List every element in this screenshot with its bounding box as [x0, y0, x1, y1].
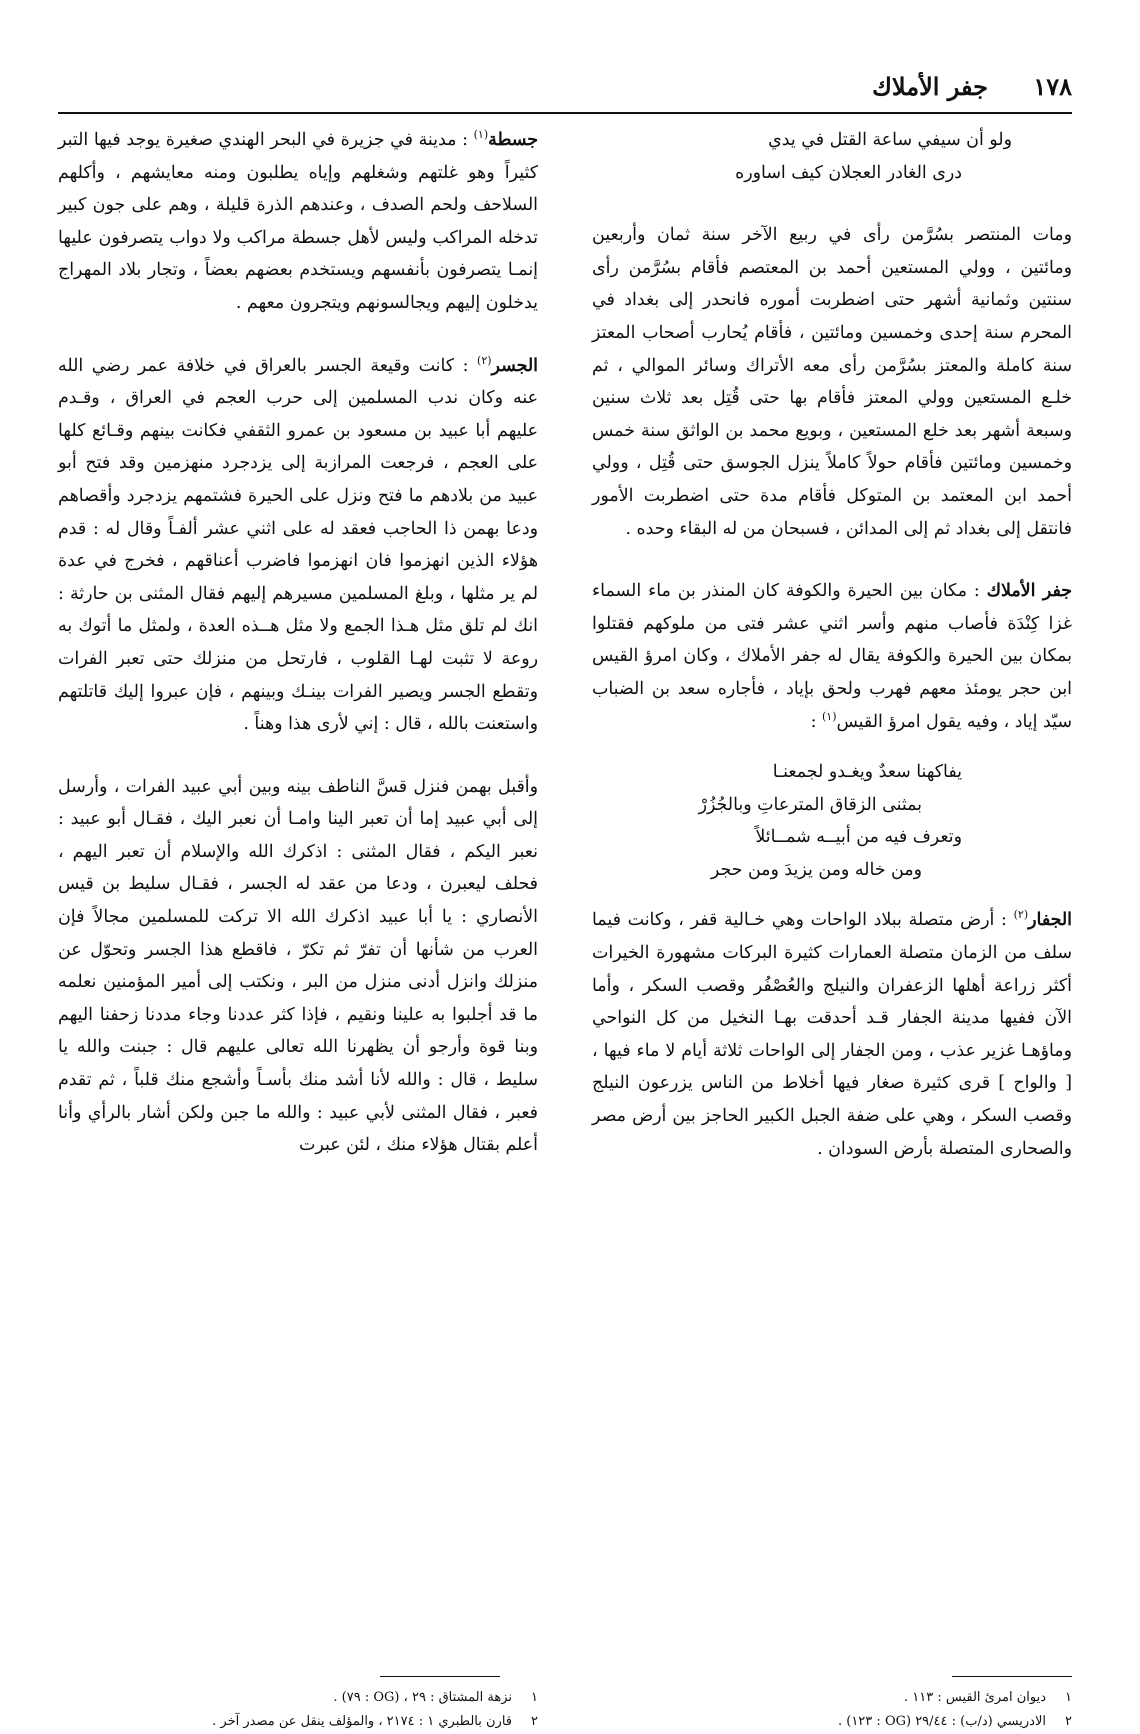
page-header — [58, 72, 1072, 106]
entry-headword: جسطة — [488, 130, 538, 150]
footnote-text: الادريسي (د/ب) : ٢٩/٤٤ (OG : ١٢٣) . — [837, 1714, 1046, 1729]
paragraph: ومات المنتصر بسُرَّمن رأى في ربيع الآخر سنة ثمان وأربعين ومائتين ، وولي المستعين أحمد بن المعتصم فأقام بسُرَّمن رأى سنتين وثمانية أشهر حتى اضطربت أموره فانحدر إلى بغداد في المحرم سنة إحدى وخمسين ومائتين ، فأقام يُحارب أصحاب المعتز سنة كاملة والمعتز بسُرَّمن رأى معه الأتراك وسائر الموالي ، ثم خلـع المستعين وولي المعتز فأقام بها حتى قُتِل بعد ثلاث سنين وسبعة أشهر بعد خلع المستعين ، وبويع محمد بن الواثق سنة خمس وخمسين ومائتين فأقام حولاً كاملاً ينزل الجوسق حتى قُتِل ، وولي أحمد ابن المعتمد بن المتوكل فأقام مدة حتى اضطربت الأمور فانتقل إلى بغداد ثم إلى المدائن ، فسبحان من له البقاء وحده . — [592, 225, 1072, 539]
entry-text: : كانت وقيعة الجسر بالعراق في خلافة عمر رضي الله عنه وكان ندب المسلمين إلى حرب العجم في العراق ، وقـدم عليهم أبا عبيد بن مسعود بن عمرو الثقفي فكانت بينهم وقـائع كلها على العجم ، فرجعت المرازبة إلى يزدجرد منهزمين وقد فتح أبو عبيد من بلادهم ما فتح ونزل على الحيرة فشتمهم يزدجرد وأقصاهم ودعا بهمن ذا الحاجب فعقد له على اثني عشر ألفـاً وقال له : قدم هؤلاء الذين انهزموا فان انهزموا فاضرب أعناقهم ، فخرج في عدة لم ير مثلها ، وبلغ المسلمين مسيرهم إليهم فقال المثنى بن حارثة : انك لم تلق مثل هـذا الجمع ولا مثل هــذه العدة ، ولمثل ما أتوك به روعة لا تثبت لهـا القلوب ، فارتحل من منزلك حتى تعبر الفرات وتقطع الجسر ويصير الفرات بينـك وبينهم ، فإن عبروا إليك قاتلتهم واستعنت بالله ، قال : إني لأرى هذا وهناً . — [58, 355, 538, 735]
poem-line: ومن خاله ومن يزيدَ ومن حجر — [710, 859, 922, 880]
poem-line: وتعرف فيه من أبيــه شمــائلاً — [755, 827, 962, 848]
left-column — [58, 124, 538, 1162]
verse-line: درى الغادر العجلان كيف اساوره — [735, 162, 962, 183]
footnote-number: ٢ — [1065, 1714, 1072, 1729]
footnote-ref: (٢) — [477, 353, 492, 367]
verse-line: ولو أن سيفي ساعة القتل في يدي — [768, 130, 1012, 150]
header-rule — [58, 112, 1072, 114]
running-title: جفر الأملاك — [872, 72, 988, 101]
entry-headword: جفر الأملاك — [986, 581, 1072, 602]
footnote — [58, 1710, 538, 1734]
footnote-text: قارن بالطبري ١ : ٢١٧٤ ، والمؤلف ينقل عن مصدر آخر . — [212, 1714, 512, 1729]
entry-text-end: : — [810, 711, 822, 732]
footnote-ref: (١) — [822, 709, 837, 723]
entry-text: : مدينة في جزيرة في البحر الهندي صغيرة يوجد فيها التبر كثيراً وهو غلتهم وشغلهم وإياه يطلبون ومنه معايشهم ، وأكلهم السلاحف ولحم الصدف ، وعندهم الذرة قليلة ، وهم على جون كبير تدخله المراكب وليس لأهل جسطة مراكب ولا دواب يتصرفون عليها إنمـا يتصرفون بأنفسهم ويستخدم بعضهم بعضاً ، وتجار بلاد المهراج يدخلون إليهم ويجالسونهم ويتجرون معهم . — [58, 130, 538, 313]
footnote — [592, 1710, 1072, 1734]
entry-jafr-al-amlak — [592, 575, 1072, 738]
entry-al-jisr — [58, 350, 538, 741]
right-column — [592, 124, 1072, 1165]
entry-text: : مكان بين الحيرة والكوفة كان المنذر بن ماء السماء غزا كِنْدَة فأصاب منهم وأسر اثني عشر فتى من ملوكهم فقتلوا بمكان بين الحيرة والكوفة يقال له جفر الأملاك ، وكان امرؤ القيس ابن حجر يومئذ معهم فهرب ولحق بإياد ، فأجاره سعد بن الضباب سيّد إياد ، وفيه يقول امرؤ القيس — [592, 581, 1072, 732]
entry-al-jifar — [592, 904, 1072, 1165]
entry-headword: الجسر — [491, 355, 538, 376]
footnotes-left — [58, 1686, 538, 1734]
footnote — [592, 1686, 1072, 1710]
footnote-ref: (٢) — [1013, 908, 1029, 922]
poem-line: بمثنى الزقاق المترعاتِ وبالجُزُرْ — [698, 794, 922, 815]
paragraph: وأقبل بهمن فنزل قسَّ الناطف بينه وبين أبي عبيد الفرات ، وأرسل إلى أبي عبيد إما أن تعبر الينا وامـا أن نعبر اليك ، فقـال أبو عبيد : نعبر اليكم ، فقال المثنى : اذكرك الله والإسلام أن تعبر اليهم ، فحلف ليعبرن ، ودعا من عقد له الجسر ، فقـال سليط بن قيس الأنصاري : يا أبا عبيد اذكرك الله الا تركت للمسلمين مجالاً فإن العرب من شأنها أن تفرّ ثم تكرّ ، فاقطع هذا الجسر وتحوّل عن منزلك وانزل أدنى منزل من البر ، ونكتب إلى أمير المؤمنين نعلمه ما قد أجلبوا به علينا ونقيم ، فإذا كثر عددنا وجاء مددنا زحفنا اليهم وبنا قوة وأرجو أن يظهرنا الله تعالى عليهم قال : جبنت والله يا سليط ، قال : والله لأنا أشد منك بأسـاً وأشجع منك قلباً ، ثم تقدم فعبر ، فقال المثنى لأبي عبيد : والله ما جبن ولكن أشار بالرأي وأنا أعلم بقتال هؤلاء منك ، لئن عبرت — [58, 776, 538, 1156]
footnote-rule — [952, 1676, 1072, 1677]
entry-jasta — [58, 124, 538, 320]
poem-line: يفاكهنا سعدٌ ويغـدو لجمعنـا — [772, 762, 962, 783]
footnote-number: ١ — [1065, 1690, 1072, 1705]
footnotes-right — [592, 1686, 1072, 1734]
footnote-text: ديوان امرئ القيس : ١١٣ . — [904, 1690, 1046, 1705]
footnote-number: ٢ — [531, 1714, 538, 1729]
entry-text: : أرض متصلة ببلاد الواحات وهي خـالية قفر ، وكانت فيما سلف من الزمان متصلة العمارات كثيرة البركات مشهورة الخيرات أكثر زراعة أهلها الزعفران والنيلج والعُصْفُر وقصب السكر ، وأما الآن ففيها مدينة الجفار قـد أحدقت بهـا النخيل من كل النواحي وماؤهـا غزير عذب ، ومن الجفار إلى الواحات ثلاثة أيام لا ماء فيها ، [ والواح ] قرى كثيرة صغار فيها أخلاط من الناس يزرعون النيلج وقصب السكر ، وهي على ضفة الجبل الكبير الحاجز بين أرض مصر والصحارى المتصلة بأرض السودان . — [592, 910, 1072, 1159]
footnote-text: نزهة المشتاق : ٢٩ ، (OG : ٧٩) . — [333, 1690, 512, 1705]
page-number: ١٧٨ — [1033, 72, 1072, 101]
poem — [592, 756, 1072, 886]
footnote — [58, 1686, 538, 1710]
footnote-ref: (١) — [473, 128, 489, 142]
entry-headword: الجفار — [1028, 910, 1072, 931]
footnote-number: ١ — [531, 1690, 538, 1705]
footnote-rule — [380, 1676, 500, 1677]
